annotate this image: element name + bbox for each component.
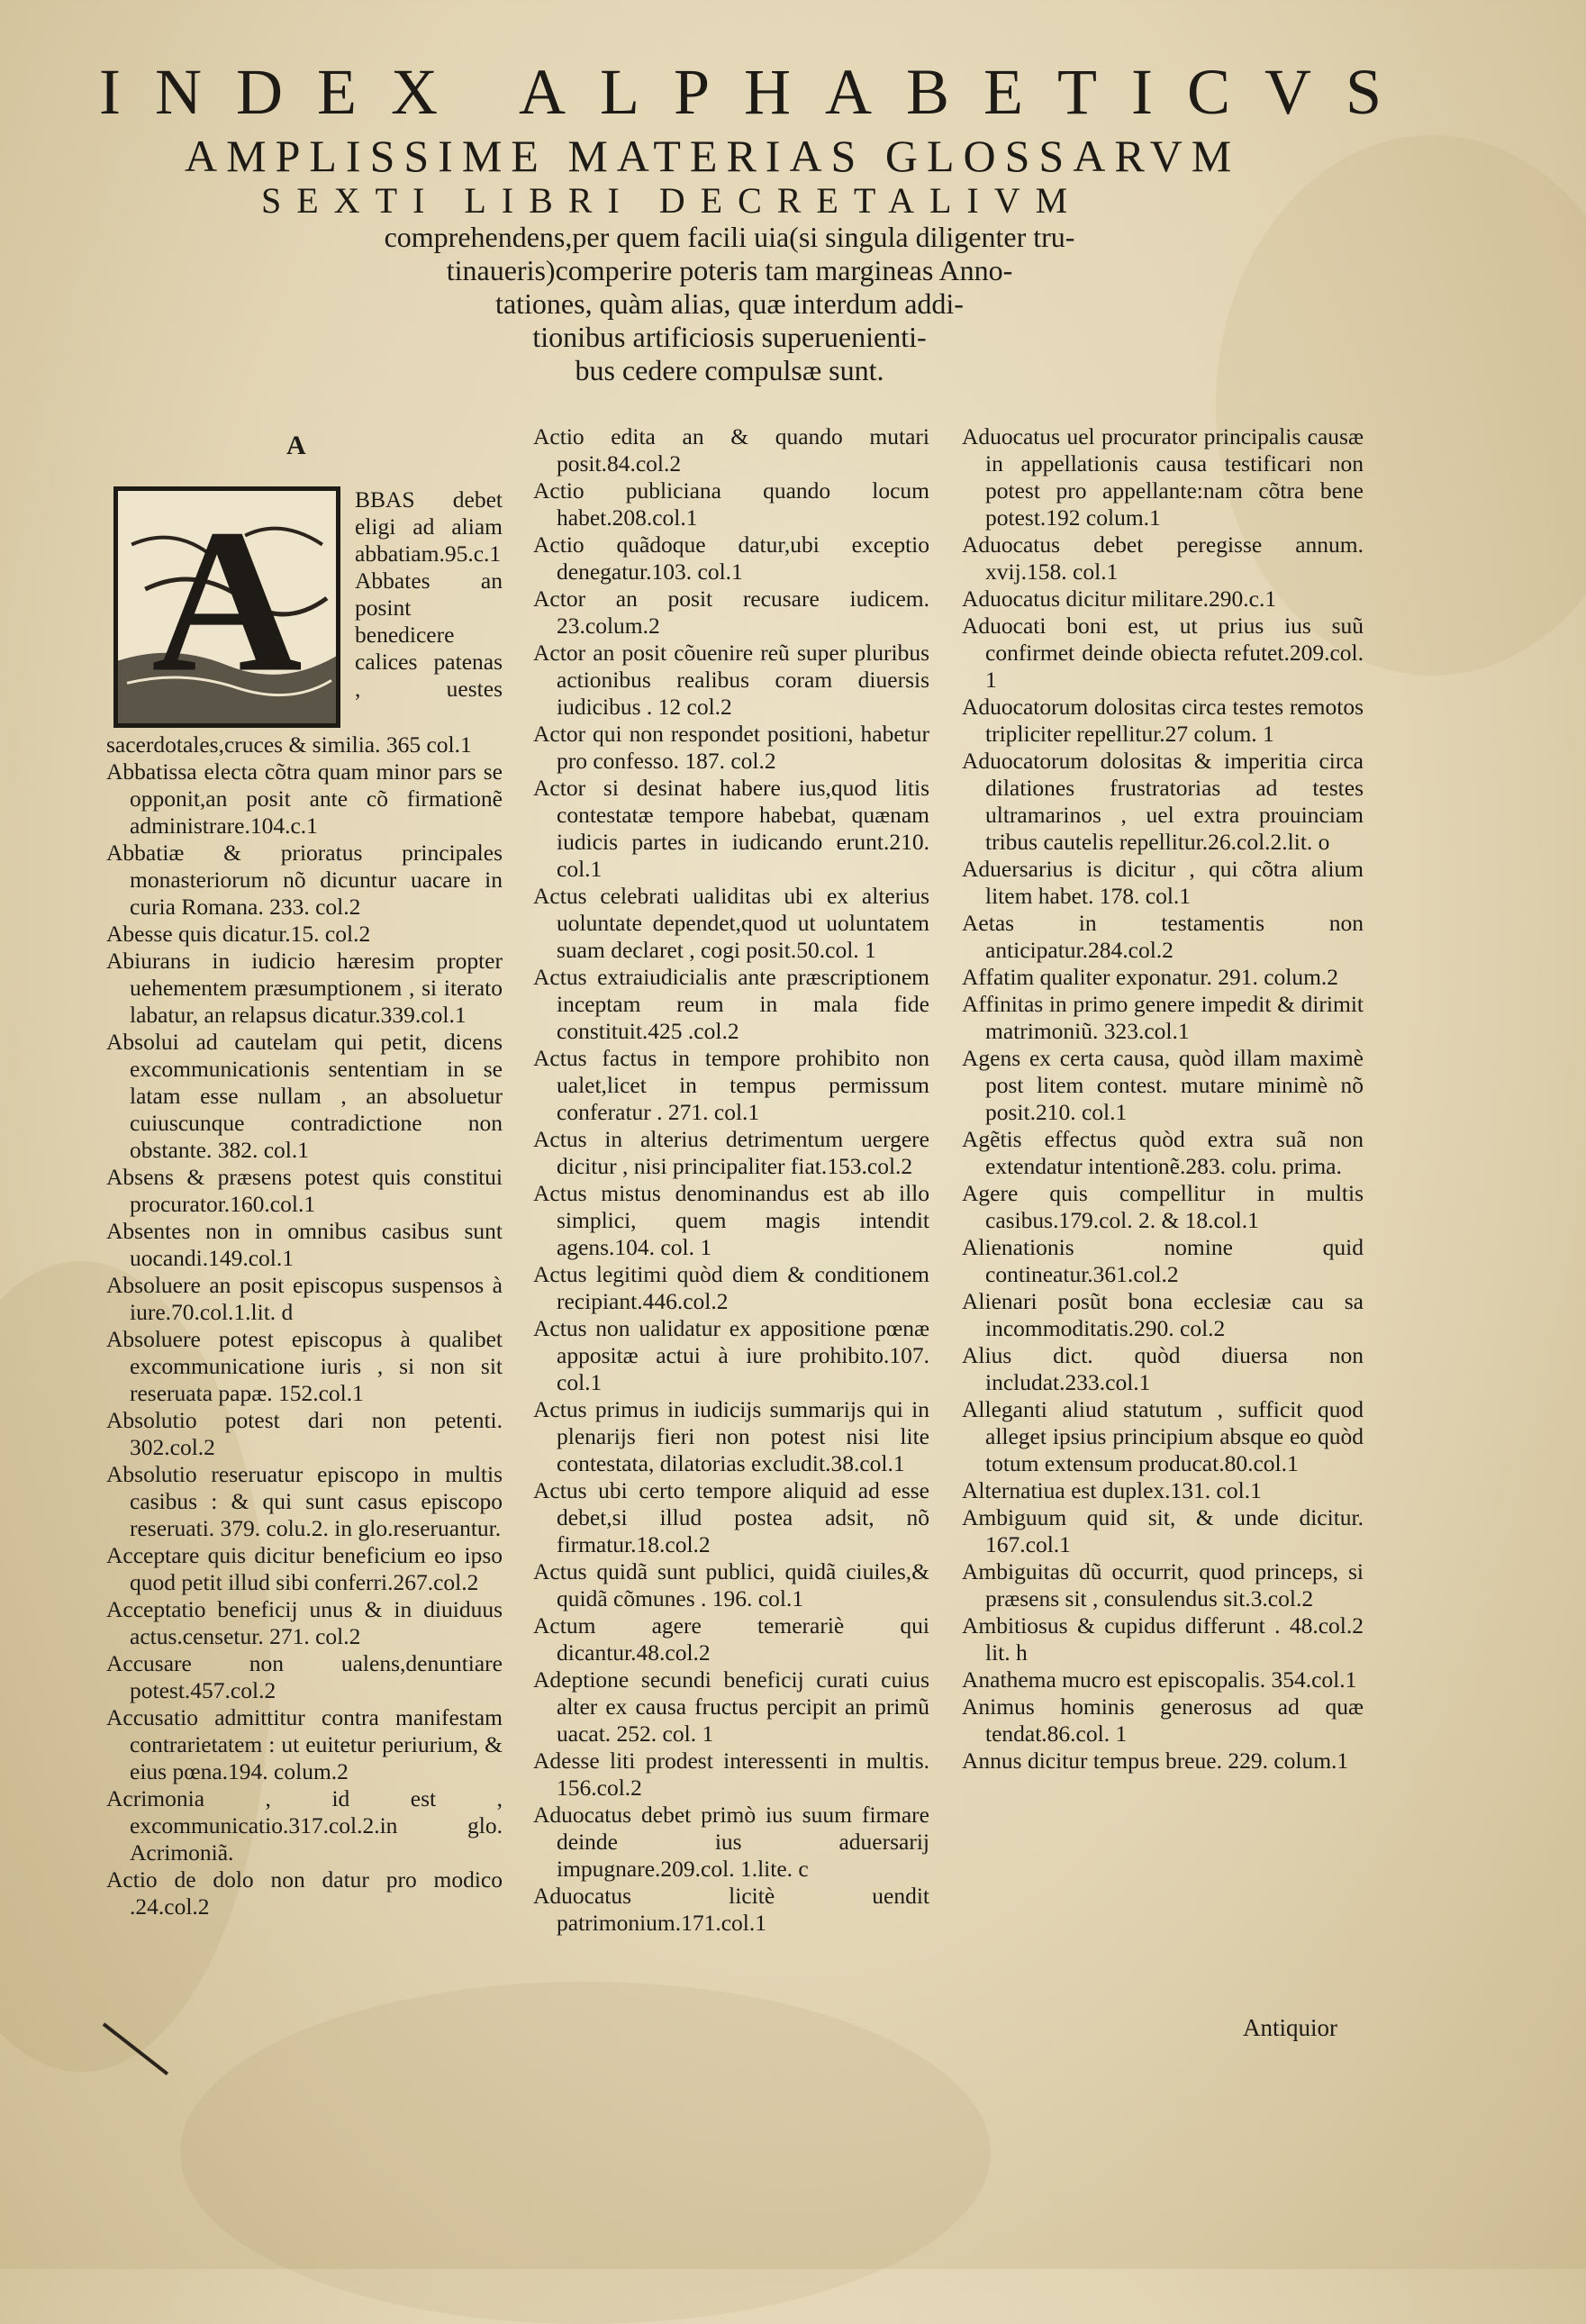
section-letter: A (286, 431, 306, 460)
index-entry: Acceptatio beneficij unus & in diuiduus actus.censetur. 271. col.2 (106, 1596, 503, 1649)
entry-list (106, 758, 503, 1920)
index-entry: Actum agere temerariè qui dicantur.48.col.2 (533, 1612, 929, 1666)
index-entry: Actio publiciana quando locum habet.208.col.1 (533, 477, 929, 531)
index-entry: Actio de dolo non datur pro modico .24.col.2 (106, 1866, 503, 1920)
index-entry: Aduocatus debet primò ius suum firmare deinde ius aduersarij impugnare.209.col. 1.lite. c (533, 1802, 929, 1882)
index-entry: Absentes non in omnibus casibus sunt uocandi.149.col.1 (106, 1218, 503, 1271)
index-entry: Actus legitimi quòd diem & conditionem recipiant.446.col.2 (533, 1261, 929, 1314)
index-title: INDEX ALPHABETICVS (99, 56, 1417, 128)
index-entry: Abiurans in iudicio hæresim propter uehementem præsumptionem , si iterato labatur, an relapsus dicatur.339.col.1 (106, 948, 503, 1028)
index-entry: Alternatiua est duplex.131. col.1 (962, 1477, 1262, 1503)
index-entry: Actus non ualidatur ex appositione pœnæ appositæ actui à iure prohibito.107. col.1 (533, 1315, 929, 1395)
decorated-initial (113, 486, 340, 728)
index-entry: Alius dict. quòd diuersa non includat.233.col.1 (962, 1342, 1364, 1395)
index-entry: Absoluere an posit episcopus suspensos à iure.70.col.1.lit. d (106, 1272, 503, 1325)
intro-line: bus cedere compulsæ sunt. (575, 354, 884, 386)
index-entry: Aduocatus dicitur militare.290.c.1 (962, 586, 1277, 612)
entry-list (533, 423, 929, 1937)
index-entry: Alleganti aliud statutum , sufficit quod alleget ipsius principium absque eo quòd totum extensum producat.80.col.1 (962, 1396, 1364, 1476)
index-entry: Absolutio potest dari non petenti. 302.col.2 (106, 1407, 503, 1460)
index-entry: Aduocati boni est, ut prius ius suũ confirmet deinde obiecta refutet.209.col. 1 (962, 613, 1364, 693)
index-entry: Absolutio reseruatur episcopo in multis casibus : & qui sunt casus episcopo reseruati. 379. colu.2. in glo.reseruantur. (106, 1461, 503, 1541)
index-entry: Actor an posit recusare iudicem. 23.colum.2 (533, 586, 929, 639)
index-column-3 (962, 423, 1364, 1775)
index-entry: Absolui ad cautelam qui petit, dicens excommunicationis sententiam in se latam esse nullam , an absoluetur cuiuscunque contradictione non obstante. 382. col.1 (106, 1029, 503, 1163)
index-entry: Actio edita an & quando mutari posit.84.col.2 (533, 423, 929, 477)
index-entry: Ambiguitas dũ occurrit, quod princeps, si præsens sit , consulendus sit.3.col.2 (962, 1558, 1364, 1611)
index-entry: Actus mistus denominandus est ab illo simplici, quem magis intendit agens.104. col. 1 (533, 1180, 929, 1260)
catchword: Antiquior (1243, 2014, 1337, 2041)
index-entry: Abesse quis dicatur.15. col.2 (106, 921, 371, 947)
index-entry: Actus primus in iudicijs summarijs qui in plenarijs fieri non potest nisi lite contestata, dilatorias excludit.38.col.1 (533, 1396, 929, 1476)
index-entry: Agẽtis effectus quòd extra suã non extendatur intentionẽ.283. colu. prima. (962, 1126, 1364, 1179)
index-entry: Actor an posit cõuenire reũ super pluribus actionibus realibus coram diuersis iudicibus . 12 col.2 (533, 640, 929, 720)
woodcut-initial-icon (118, 491, 336, 723)
index-entry: Actus ubi certo tempore aliquid ad esse debet,si illud postea adsit, nõ firmatur.18.col.2 (533, 1477, 929, 1557)
index-entry: Actus extraiudicialis ante præscriptionem inceptam reum in mala fide constituit.425 .col.2 (533, 964, 929, 1044)
index-entry: Actio quãdoque datur,ubi exceptio denegatur.103. col.1 (533, 531, 929, 585)
index-entry: Aduersarius is dicitur , qui cõtra alium litem habet. 178. col.1 (962, 856, 1364, 909)
paper-stain (180, 1982, 991, 2324)
intro-line: tionibus artificiosis superuenienti- (532, 321, 927, 353)
intro-line: comprehendens,per quem facili uia(si singula diligenter tru- (384, 221, 1075, 253)
intro-line: tationes, quàm alias, quæ interdum addi- (495, 287, 964, 320)
index-entry: Aduocatus uel procurator principalis causæ in appellationis causa testificari non potest pro appellante:nam cõtra bene potest.192 colum.1 (962, 423, 1364, 531)
index-entry: Acrimonia , id est , excommunicatio.317.col.2.in glo. Acrimoniã. (106, 1785, 503, 1866)
index-subtitle: AMPLISSIME MATERIAS GLOSSARVM (185, 131, 1241, 181)
index-entry: Abbatissa electa cõtra quam minor pars se opponit,an posit ante cõ firmationẽ administrare.104.c.1 (106, 758, 503, 839)
intro-paragraph (324, 221, 1135, 387)
index-entry: Ambiguum quid sit, & unde dicitur. 167.col.1 (962, 1504, 1364, 1557)
index-entry: Aduocatorum dolositas & imperitia circa dilationes frustratorias ad testes ultramarinos , uel extra prouinciam tribus cautelis repellitur.26.col.2.lit. o (962, 748, 1364, 855)
index-entry: Affinitas in primo genere impedit & dirimit matrimoniũ. 323.col.1 (962, 991, 1364, 1044)
index-entry: Absens & præsens potest quis constitui procurator.160.col.1 (106, 1164, 503, 1217)
index-entry: Aduocatus debet peregisse annum. xvij.158. col.1 (962, 531, 1364, 585)
index-entry: Ambitiosus & cupidus differunt . 48.col.2 lit. h (962, 1612, 1364, 1666)
entry-list (962, 423, 1364, 1775)
index-entry: Adesse liti prodest interessenti in multis. 156.col.2 (533, 1748, 929, 1801)
intro-line: tinaueris)comperire poteris tam margineas Anno- (446, 254, 1013, 286)
index-entry: Agens ex certa causa, quòd illam maximè post litem contest. mutare minimè nõ posit.210. col.1 (962, 1045, 1364, 1125)
index-entry: Acceptare quis dicitur beneficium eo ipso quod petit illud sibi conferri.267.col.2 (106, 1542, 503, 1595)
initial-letter: A (151, 491, 303, 715)
initial-entry (106, 423, 503, 758)
index-entry: Accusatio admittitur contra manifestam contrarietatem : ut euitetur periurium, & eius pœna.194. colum.2 (106, 1704, 503, 1784)
index-entry: Annus dicitur tempus breue. 229. colum.1 (962, 1748, 1349, 1774)
first-entry: BBAS debet eligi ad aliam abbatiam.95.c.1 Abbates an posint benedicere calices patenas , uestes sacerdotales,cruces & similia. 365 col.1 (106, 486, 503, 758)
index-column-2 (533, 423, 929, 1937)
index-column-1 (106, 423, 503, 1920)
index-entry: Actus factus in tempore prohibito non ualet,licet in tempus permissum conferatur . 271. col.1 (533, 1045, 929, 1125)
index-entry: Aduocatorum dolositas circa testes remotos tripliciter repellitur.27 colum. 1 (962, 694, 1364, 747)
index-entry: Alienationis nomine quid contineatur.361.col.2 (962, 1234, 1364, 1287)
index-entry: Aetas in testamentis non anticipatur.284.col.2 (962, 910, 1364, 963)
index-entry: Actus in alterius detrimentum uergere dicitur , nisi principaliter fiat.153.col.2 (533, 1126, 929, 1179)
index-entry: Aduocatus licitè uendit patrimonium.171.col.1 (533, 1883, 929, 1936)
index-entry: Animus hominis generosus ad quæ tendat.86.col. 1 (962, 1693, 1364, 1747)
index-entry: Actus celebrati ualiditas ubi ex alterius uoluntate dependet,quod ut uoluntatem suam declaret , cogi posit.50.col. 1 (533, 883, 929, 963)
index-entry: Actor qui non respondet positioni, habetur pro confesso. 187. col.2 (533, 721, 929, 774)
index-entry: Actor si desinat habere ius,quod litis contestatæ tempore habebat, quænam iudicis partes in iudicando erunt.210. col.1 (533, 775, 929, 882)
index-entry: Affatim qualiter exponatur. 291. colum.2 (962, 964, 1339, 990)
index-subtitle-2: SEXTI LIBRI DECRETALIVM (261, 180, 1083, 221)
index-entry: Actus quidã sunt publici, quidã ciuiles,& quidã cõmunes . 196. col.1 (533, 1558, 929, 1611)
index-entry: Agere quis compellitur in multis casibus.179.col. 2. & 18.col.1 (962, 1180, 1364, 1233)
index-entry: Alienari posũt bona ecclesiæ cau sa incommoditatis.290. col.2 (962, 1288, 1364, 1341)
index-entry: Anathema mucro est episcopalis. 354.col.1 (962, 1666, 1357, 1693)
index-entry: Absoluere potest episcopus à qualibet excommunicatione iuris , si non sit reseruata papæ. 152.col.1 (106, 1326, 503, 1406)
index-entry: Accusare non ualens,denuntiare potest.457.col.2 (106, 1650, 503, 1703)
index-entry: Adeptione secundi beneficij curati cuius alter ex causa fructus percipit an primũ uacat. 252. col. 1 (533, 1666, 929, 1747)
index-entry: Abbatiæ & prioratus principales monasteriorum nõ dicuntur uacare in curia Romana. 233. col.2 (106, 840, 503, 920)
